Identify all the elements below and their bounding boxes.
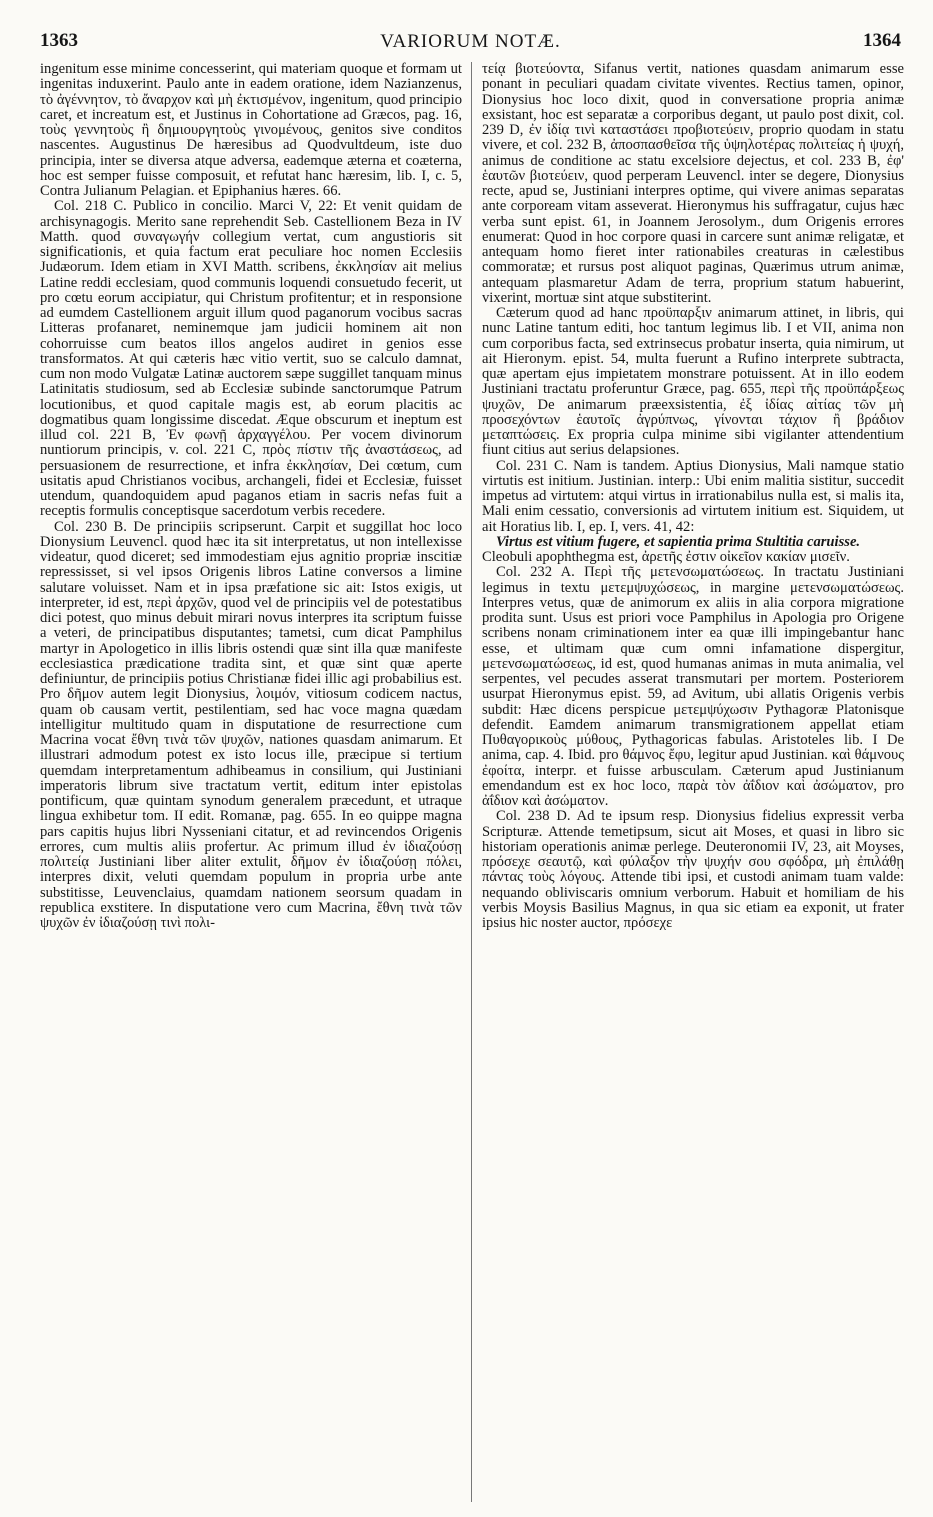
left-column	[40, 62, 462, 931]
running-header	[40, 30, 901, 56]
right-column	[482, 62, 904, 931]
right-paragraph-2: Cæterum quod ad hanc προϋπαρξιν animarum attinet, in libris, qui nunc Latine tantum editi, hoc tantum legimus lib. I et VII, anima non cum corporibus facta, sed extrinsecus probatur inserta, quia nimirum, ut ait Hieronym. epist. 54, multa fuerunt a Rufino interprete subtracta, quæ apertam ejus impietatem monstrare potuissent. At in illo eodem Justiniani tractatu proferuntur Græce, pag. 655, περὶ τῆς προϋπάρξεως ψυχῶν, De animarum præexsistentia, ἐξ ἰδίας αἰτίας τῶν μὴ προσεχόντων ἑαυτοῖς ἀγρύπνως, γίνονται τάχιον ἢ βράδιον μεταπτώσεις. Ex propria culpa minime sibi vigilanter attendentium fiunt citius aut serius delapsiones.	[482, 305, 904, 459]
right-paragraph-5: Cleobuli apophthegma est, ἀρετῆς ἐστιν οἰκεῖον κακίαν μισεῖν.	[482, 549, 850, 565]
left-paragraph-1: ingenitum esse minime concesserint, qui materiam quoque et formam ut ingenitas induxerint. Paulo ante in eadem oratione, idem Nazianzenus, τὸ ἀγέννητον, τὸ ἄναρχον καὶ μὴ ἐκτισμένον, ingenitum, quod principio caret, et increatum est, et Justinus in Cohortatione ad Græcos, pag. 16, τοὺς γεννητοὺς ἢ δημιουργητοὺς γινομένους, genitos sive conditos nascentes. Augustinus De hæresibus ad Quodvultdeum, iste duo principia, inter se diversa atque adversa, eademque æterna et coæterna, hoc est semper fuisse composuit, et refutat hanc hæresim, lib. I, c. 5, Contra Julianum Pelagian. et Epiphanius hæres. 66.	[40, 61, 462, 199]
left-paragraph-3: Col. 230 B. De principiis scripserunt. Carpit et suggillat hoc loco Dionysium Leuvencl. quod hæc ita sit interpretatus, ut non intellexisse videatur, quod diceret; sed immodestiam ejus agnitio propriæ inscitiæ repressisset, si vel ipsos Origenis libros Latine conversos a limine salutare voluisset. Nam et in ipsa præfatione sic ait: Istos exigis, ut interpreter, id est, περὶ ἀρχῶν, quod vel de principiis vel de potestatibus dici potest, quo minus debuit mirari novus interpres ita scriptum fuisse a veteri, de principatibus disputantes; tametsi, cum dicat Pamphilus martyr in Apologetico in illis libris ostendi quæ sint illa quæ manifeste ecclesiastica prædicatione tradita sint, et quæ sint quæ aperte definiuntur, de principiis potius Christianæ fidei illic agi probabilius est. Pro δῆμον autem legit Dionysius, λοιμόν, vitiosum codicem nactus, quam ob causam vertit, pestilentiam, sed hac voce magna quædam intelligitur multitudo quam in disputatione de resurrectione cum Macrina vocat ἔθνη τινὰ τῶν ψυχῶν, nationes quasdam animarum. Et illustrari admodum potest ex isto locus ille, præcipue si tertium quemdam interpretamentum adhibeamus in consilium, qui Justiniani imperatoris librum sive tractatum vertit, editum inter epistolas pontificum, quæ quintam synodum generalem præcedunt, et utraque lingua exhibetur tom. II edit. Romanæ, pag. 655. In eo quippe magna pars capitis hujus libri Nysseniani citatur, et ad revincendos Origenis errores, cum multis aliis profertur. Ac primum illud ἐν ἰδιαζούσῃ πολιτείᾳ Justiniani liber aliter extulit, δῆμον ἐν ἰδιαζούσῃ πόλει, interpres dixit, veluti quemdam populum in propria urbe ante substitisse, Leuvenclaius, quamdam nationem seorsum quadam in republica exstitere. In disputatione vero cum Macrina, ἔθνη τινὰ τῶν ψυχῶν ἐν ἰδιαζούσῃ τινὶ πολι-	[40, 518, 462, 931]
left-paragraph-2: Col. 218 C. Publico in concilio. Marci V, 22: Et venit quidam de archisynagogis. Merito sane reprehendit Seb. Castellionem Beza in IV Matth. quod συναγωγήν collegium vertat, cum angustioris sit significationis, et quia factum erat peculiare hoc nomen Ecclesiis Judæorum. Idem etiam in XVI Matth. scribens, ἐκκλησίαν ait melius Latine reddi ecclesiam, quod communis loquendi consuetudo fecerit, ut pro cœtu eorum accipiatur, qui Christum profitentur; et in responsione ad eumdem Castellionem arguit illum quod paganorum vocibus sacras Litteras profanaret, neminemque jam judicii hominem ait non cohorruisse cum beatos illos angelos audiret in genios esse transformatos. At qui cæteris hæc vitio vertit, suo se calculo damnat, cum non modo Vulgatæ Latinæ auctorem sæpe suggillet tanquam minus Latinitatis studiosum, sed ab Ecclesiæ subinde sanctorumque Patrum locutionibus, et quod capitale magis est, ab eorum placitis ac dogmatibus quam longissime discedat. Æque obscurum et ineptum est illud col. 221 B, Ἐν φωνῇ ἀρχαγγέλου. Per vocem divinorum nuntiorum principis, v. col. 221 C, πρὸς πίστιν τῆς ἀναστάσεως, ad persuasionem de resurrectione, et infra ἐκκλησίαν, Dei cœtum, cum usitatis apud Christianos vocibus, archangeli, fidei et Ecclesiæ, fuisset utendum, quandoquidem apud paganos etiam in sacris nefas fuit a receptis formulis conceptisque sacerdotum verbis recedere.	[40, 198, 462, 520]
text-columns	[40, 61, 904, 1502]
running-title: VARIORUM NOTÆ.	[380, 31, 561, 52]
right-paragraph-3: Col. 231 C. Nam is tandem. Aptius Dionysius, Mali namque statio virtutis est initium. Justinian. interp.: Ubi enim malitia sistitur, succedit impetus ad virtutem: atqui virtus in irrationabilus nulla est, si malis ita, Mali enim cessatio, conversionis ad virtutem initium est. Siquidem, ut ait Horatius lib. I, ep. I, vers. 41, 42:	[482, 457, 904, 535]
right-paragraph-1: τείᾳ βιοτεύοντα, Sifanus vertit, nationes quasdam animarum esse ponant in peculiari quadam civitate viventes. Rectius tamen, opinor, Dionysius hoc loco dixit, quod in conversatione propria animæ exsistant, hoc est separatæ a corporibus degant, ut paulo post dixit, col. 239 D, ἐν ἰδίᾳ τινὶ καταστάσει προβιοτεύειν, proprio quodam in statu vivere, et col. 232 B, ἀποσπασθεῖσα τῆς ὑψηλοτέρας πολιτείας ἡ ψυχή, animus de conditione ac statu excelsiore dejectus, et col. 233 B, ἐφ' ἑαυτῶν βιοτεύειν, quod perperam Leuvencl. inter se degere, Dionysius recte, apud se, Justiniani interpres optime, qui vivere animas separatas ante corpoream vitam asseverat. Hieronymus his suffragatur, cujus hæc verba sunt epist. 61, in Joannem Jerosolym., dum Origenis errores enumerat: Quod in hoc corpore quasi in carcere sunt animæ religatæ, et antequam homo fieret inter rationabiles creaturas in cælestibus commoratæ; et rursus post aliquot paginas, Quærimus utrum animæ, antequam plasmaretur Adam de terra, proprium statum habuerint, vixerint, mortuæ sint atque substiterint.	[482, 61, 904, 306]
page-number-right: 1364	[863, 30, 901, 51]
column-divider	[471, 62, 472, 1502]
right-paragraph-6: Col. 232 A. Περὶ τῆς μετενσωματώσεως. In tractatu Justiniani legimus in textu μετεμψυχώσεως, in margine μετενσωματώσεως. Interpres vetus, quæ de animorum ex aliis in alia corpora migratione prodita sunt. Usus est priori voce Pamphilus in Apologia pro Origene scribens nonam criminationem inter ea quæ illi impingebantur hanc esse, et ultimam quæ cum omni infamatione dispergitur, μετενσωματώσεως, id est, quod humanas animas in muta animalia, vel serpentes, vel pecudes asserat transmutari per mortem. Posteriorem usurpat Hieronymus epist. 59, ad Avitum, ubi allatis Origenis verbis subdit: Hæc dicens perspicue μετεμψύχωσιν Pythagoræ Platonisque defendit. Eamdem animarum transmigrationem appellat etiam Πυθαγορικοὺς μύθους, Pythagoricas fabulas. Aristoteles lib. I De anima, cap. 4. Ibid. pro θάμνος ἔφυ, legitur apud Justinian. καὶ θάμνους ἐφοίτα, interpr. et fuisse arbusculam. Cæterum apud Justinianum emendandum est ex hoc loco, παρὰ τὸν ἀΐδιον καὶ ἀσώματον, pro ἀΐδιον καὶ ἀσώματον.	[482, 564, 904, 809]
page-number-left: 1363	[40, 30, 78, 51]
horace-quotation: Virtus est vitium fugere, et sapientia prima Stultitia caruisse.	[496, 533, 861, 550]
right-paragraph-7: Col. 238 D. Ad te ipsum resp. Dionysius fidelius expressit verba Scripturæ. Attende temetipsum, sicut ait Moses, et quasi in libro sic historiam operationis animæ perlege. Deuteronomii IV, 23, ait Moyses, πρόσεχε σεαυτῷ, καὶ φύλαξον τὴν ψυχήν σου σφόδρα, μὴ ἐπιλάθῃ πάντας τοὺς λόγους. Attende tibi ipsi, et custodi animam tuam valde: nequando obliviscaris omnium verborum. Habuit et homiliam de his verbis Moysis Basilius Magnus, in qua sic etiam ea exponit, ut frater ipsius hic noster auctor, πρόσεχε	[482, 808, 904, 931]
